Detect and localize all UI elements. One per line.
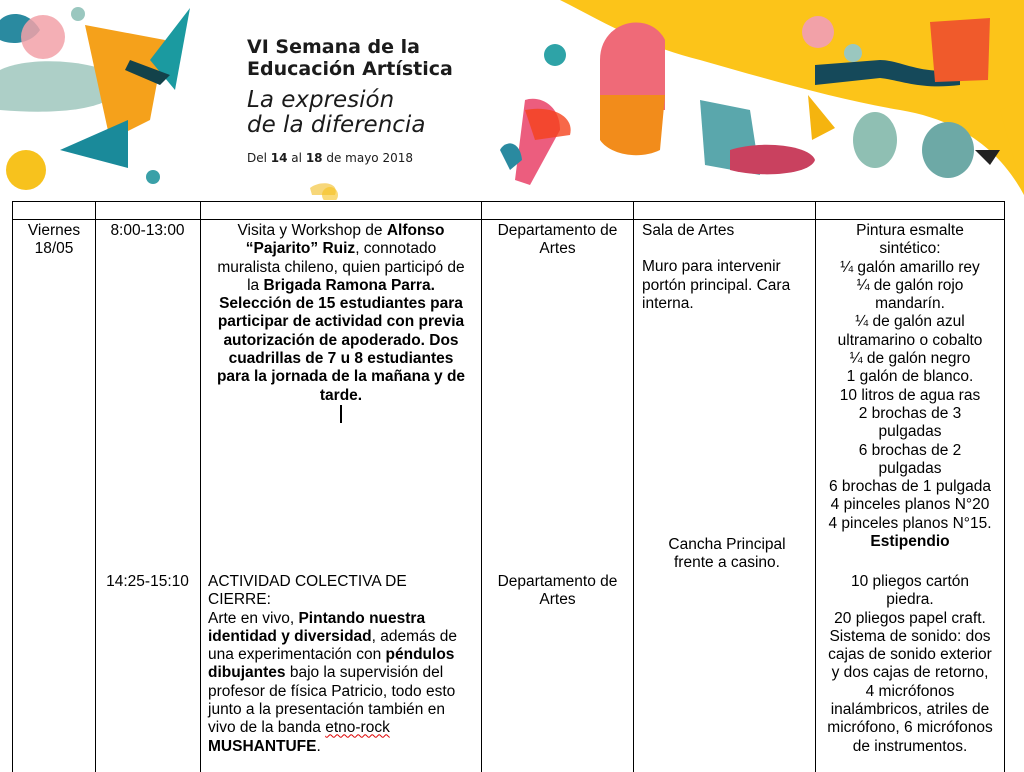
schedule-table: [12, 201, 1005, 772]
column-divider: [481, 202, 482, 772]
responsible-cell: Departamento de Artes: [497, 222, 618, 258]
responsible-cell-2: Departamento de Artes: [497, 573, 618, 609]
column-divider: [633, 202, 634, 772]
text-cursor: [340, 405, 342, 423]
banner-date: Del 14 al 18 de mayo 2018: [247, 151, 413, 165]
materials-cell: Pintura esmalte sintético: ¼ galón amarillo rey ¼ de galón rojo mandarín. ¼ de galón azul ultramarino o cobalto ¼ de galón negro 1 galón de blanco. 10 litros de agua ras 2 brochas de 3 pulgadas 6 brochas de 2 pulgadas 6 brochas de 1 pulgada 4 pinceles planos N°20 4 pinceles planos N°15. Estipendio: [828, 222, 992, 551]
time-cell: 8:00-13:00: [110, 222, 185, 239]
column-divider: [1004, 202, 1005, 772]
materials-cell-2: 10 pliegos cartón piedra. 20 pliegos papel craft. Sistema de sonido: dos cajas de sonido exterior y dos cajas de retorno, 4 micrófonos inalámbricos, atriles de micrófono, 6 micrófonos de instrumentos.: [827, 573, 993, 755]
time-cell-2: 14:25-15:10: [106, 573, 189, 590]
activity-cell: Visita y Workshop de Alfonso “Pajarito” Ruiz, connotado muralista chileno, quien participó de la Brigada Ramona Parra. Selección de 15 estudiantes para participar de actividad con previa autorización de apoderado. Dos cuadrillas de 7 u 8 estudiantes para la jornada de la mañana y de tarde.: [201, 222, 481, 428]
column-divider: [95, 202, 96, 772]
row-divider: [13, 219, 1005, 220]
header-banner: [0, 0, 1024, 200]
banner-subtitle: La expresión de la diferencia: [247, 87, 426, 138]
decorative-shapes: [0, 0, 1024, 200]
activity-cell-2: ACTIVIDAD COLECTIVA DE CIERRE: Arte en vivo, Pintando nuestra identidad y diversidad, además de una experimentación con péndulos dibujantes bajo la supervisión del profesor de física Patricio, todo esto junto a la presentación también en vivo de la banda etno-rock MUSHANTUFE.: [208, 573, 457, 755]
place-cell: Sala de Artes Muro para intervenir portón principal. Cara interna.: [642, 222, 791, 312]
day-cell: Viernes 18/05: [27, 222, 81, 258]
banner-title: VI Semana de la Educación Artística: [247, 36, 453, 80]
place-cell-2: Cancha Principal frente a casino.: [668, 536, 786, 572]
